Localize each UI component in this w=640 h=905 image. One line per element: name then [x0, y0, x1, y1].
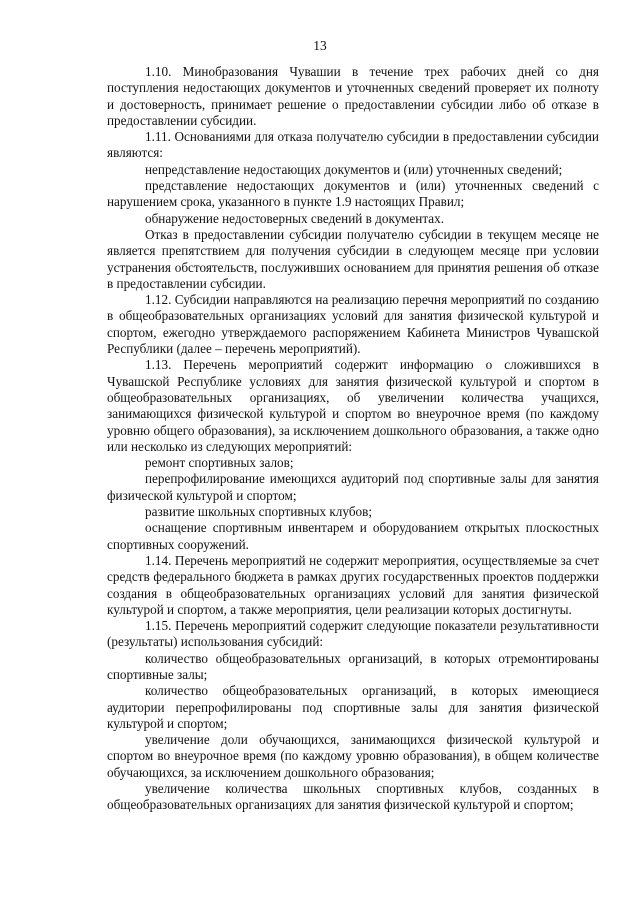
- refusal-reason-item: обнаружение недостоверных сведений в документах.: [145, 210, 445, 226]
- refusal-reason-item: представление недостающих документов и (или) уточненных сведений с нарушением срока, указанного в пункте 1.9 настоящих Правил;: [107, 178, 599, 210]
- paragraph-1-10: 1.10. Минобразования Чувашии в течение трех рабочих дней со дня поступления недостающих документов и уточненных сведений проверяет их полноту и достоверность, принимает решение о предоставлении субсидии либо об отказе в предоставлении субсидии.: [107, 64, 599, 128]
- paragraph-1-14: 1.14. Перечень мероприятий не содержит мероприятия, осуществляемые за счет средств федерального бюджета в рамках других государственных проектов поддержки создания в общеобразовательных организациях условий для занятия физической культурой и спортом, а также мероприятия, цели реализации которых достигнуты.: [107, 552, 599, 617]
- measure-item: перепрофилирование имеющихся аудиторий под спортивные залы для занятия физической культурой и спортом;: [107, 471, 599, 503]
- indicator-item: увеличение количества школьных спортивных клубов, созданных в общеобразовательных организациях для занятия физической культурой и спортом;: [107, 781, 599, 813]
- indicator-item: увеличение доли обучающихся, занимающихся физической культурой и спортом во внеурочное время (по каждому уровню образования), в общем количестве обучающихся, за исключением дошкольного образования;: [107, 732, 599, 780]
- indicator-item: количество общеобразовательных организаций, в которых отремонтированы спортивные залы;: [107, 650, 599, 682]
- paragraph-1-13: 1.13. Перечень мероприятий содержит информацию о сложившихся в Чувашской Республике условиях для занятия физической культурой и спортом в общеобразовательных организациях, об увеличении количества учащихся, занимающихся физической культурой и спортом во внеурочное время (по каждому уровню общего образования), за исключением дошкольного образования, а также одно или несколько из следующих мероприятий:: [107, 357, 599, 454]
- page-number: 13: [313, 38, 327, 53]
- measure-item: оснащение спортивным инвентарем и оборудованием открытых плоскостных спортивных сооружений.: [107, 520, 599, 552]
- refusal-note-paragraph: Отказ в предоставлении субсидии получателю субсидии в текущем месяце не является препятствием для получения субсидии в следующем месяце при условии устранения обстоятельств, послуживших основанием для принятия решения об отказе в предоставлении субсидии.: [107, 226, 599, 291]
- indicator-item: количество общеобразовательных организаций, в которых имеющиеся аудитории перепрофилированы под спортивные залы для занятия физической культурой и спортом;: [107, 683, 599, 731]
- document-body: [107, 64, 599, 814]
- measure-item: развитие школьных спортивных клубов;: [145, 504, 373, 520]
- refusal-reason-item: непредставление недостающих документов и (или) уточненных сведений;: [145, 161, 563, 177]
- paragraph-1-15: 1.15. Перечень мероприятий содержит следующие показатели результативности (результаты) использования субсидий:: [107, 618, 599, 650]
- measure-item: ремонт спортивных залов;: [145, 455, 294, 471]
- paragraph-1-11: 1.11. Основаниями для отказа получателю субсидии в предоставлении субсидии являются:: [107, 129, 599, 161]
- paragraph-1-12: 1.12. Субсидии направляются на реализацию перечня мероприятий по созданию в общеобразовательных организациях условий для занятия физической культурой и спортом, ежегодно утверждаемого распоряжением Кабинета Министров Чувашской Республики (далее – перечень мероприятий).: [107, 292, 599, 357]
